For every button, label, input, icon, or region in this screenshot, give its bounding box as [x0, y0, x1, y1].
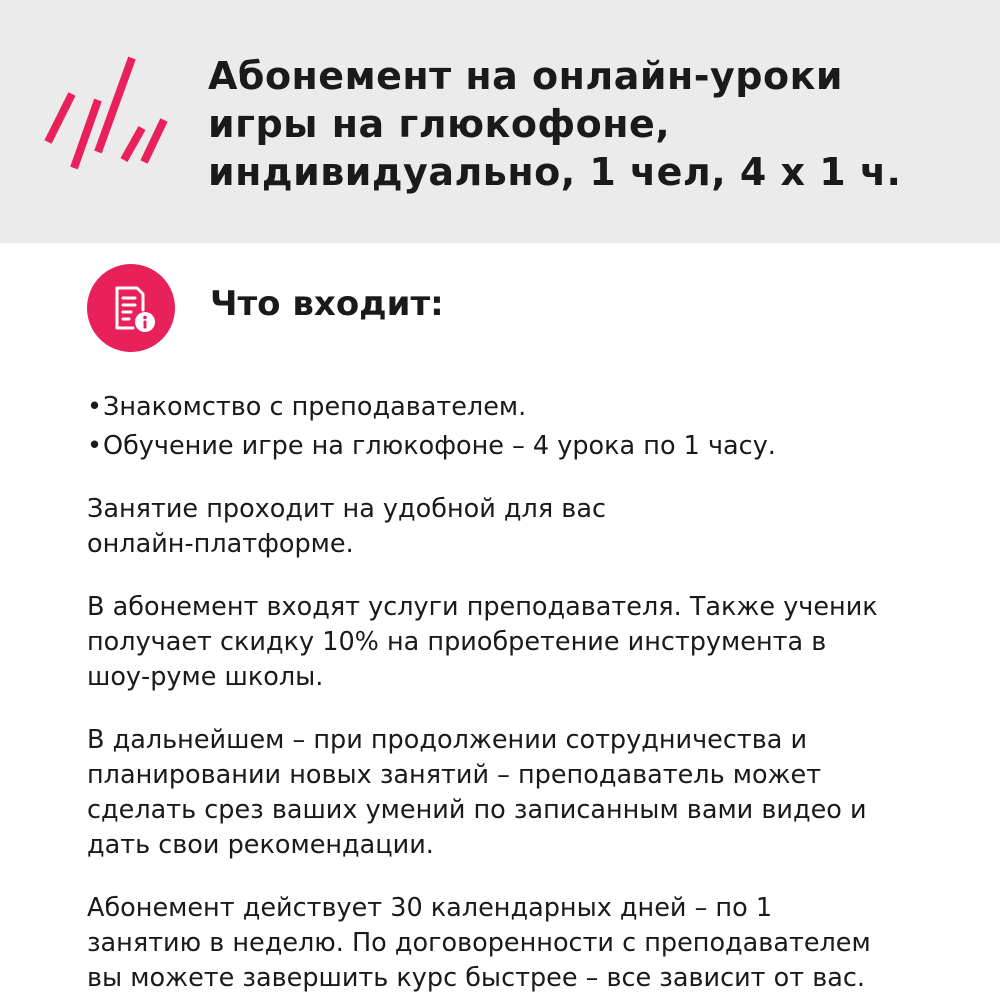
paragraph-line: вы можете завершить курс быстрее – все зависит от вас.	[87, 963, 865, 993]
paragraph-line: сделать срез ваших умений по записанным вами видео и	[87, 795, 867, 825]
logo-stripe	[124, 128, 142, 160]
paragraph-subscription	[87, 590, 987, 695]
title-line: игры на глюкофоне,	[208, 102, 671, 146]
page-title	[208, 52, 978, 196]
paragraph-platform	[87, 492, 987, 562]
document-info-icon	[87, 264, 175, 352]
paragraph-line: В абонемент входят услуги преподавателя. Также ученик	[87, 592, 878, 622]
paragraph-line: В дальнейшем – при продолжении сотрудничества и	[87, 725, 808, 755]
included-list	[87, 390, 987, 464]
paragraph-line: получает скидку 10% на приобретение инструмента в	[87, 627, 827, 657]
title-line: индивидуально, 1 чел, 4 х 1 ч.	[208, 150, 902, 194]
paragraph-line: Абонемент действует 30 календарных дней – по 1	[87, 893, 773, 923]
list-item-text: Знакомство с преподавателем.	[103, 392, 527, 422]
paragraph-future	[87, 723, 987, 863]
paragraph-validity	[87, 891, 987, 996]
paragraph-line: Занятие проходит на удобной для вас	[87, 494, 606, 524]
logo-stripe	[48, 94, 72, 142]
paragraph-line: занятию в неделю. По договоренности с преподавателем	[87, 928, 871, 958]
content	[87, 390, 987, 996]
bullet-marker: •	[87, 392, 103, 422]
list-item	[87, 429, 987, 464]
title-line: Абонемент на онлайн-уроки	[208, 54, 844, 98]
logo-stripe	[144, 120, 164, 162]
slash-stripes-logo-icon	[40, 50, 172, 180]
paragraph-line: планировании новых занятий – преподаватель может	[87, 760, 822, 790]
logo-stripe	[98, 58, 132, 152]
section-heading: Что входит:	[210, 284, 444, 324]
bullet-marker: •	[87, 431, 103, 461]
paragraph-line: онлайн-платформе.	[87, 529, 354, 559]
paragraph-line: шоу-руме школы.	[87, 662, 324, 692]
list-item-text: Обучение игре на глюкофоне – 4 урока по 1 часу.	[103, 431, 776, 461]
paragraph-line: дать свои рекомендации.	[87, 830, 434, 860]
logo-stripe	[74, 100, 98, 168]
list-item	[87, 390, 987, 425]
header	[0, 0, 1000, 243]
